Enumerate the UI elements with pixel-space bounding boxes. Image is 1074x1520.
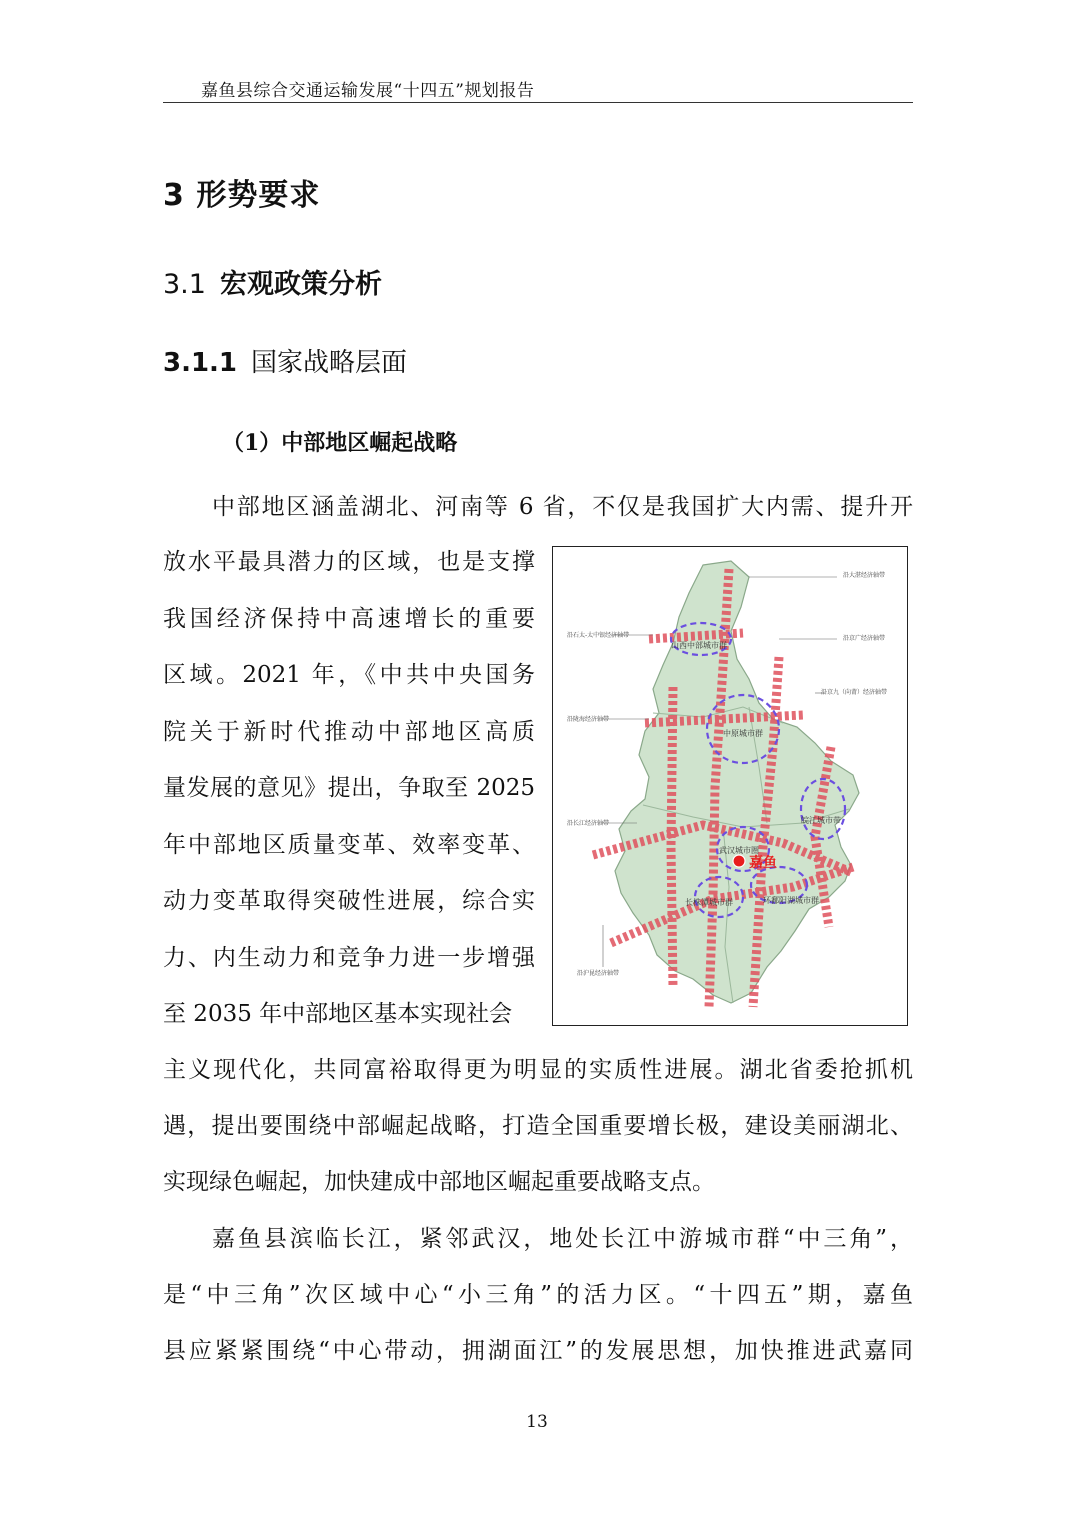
jiayu-marker [733, 855, 745, 867]
map-axis-label: 沿沪昆经济轴带 [577, 970, 620, 977]
paragraph-line: 区域。2021 年，《中共中央国务 [163, 662, 535, 688]
item-heading: （1）中部地区崛起战略 [222, 430, 458, 456]
central-region-map [553, 547, 907, 1025]
subsection-title: 宏观政策分析 [219, 269, 382, 300]
jiayu-label: 嘉鱼 [749, 855, 777, 871]
paragraph-line: 力、内生动力和竞争力进一步增强 [163, 945, 535, 971]
map-axis-label: 沿长江经济轴带 [567, 820, 610, 827]
subsection-number: 3.1 [163, 269, 206, 300]
central-region-map-figure [552, 546, 908, 1026]
page-header [163, 74, 913, 103]
map-axis-label: 沿大湛经济轴带 [843, 572, 886, 579]
map-axis-label: 沿陇海经济轴带 [567, 716, 610, 723]
map-axis-label: 沿石太-太中银经济轴带 [567, 632, 630, 639]
paragraph-line: 中部地区涵盖湖北、河南等 6 省，不仅是我国扩大内需、提升开 [212, 494, 913, 520]
map-axis-label: 沿京九（向莆）经济轴带 [821, 689, 888, 696]
paragraph-line: 是“中三角”次区域中心“小三角”的活力区。“十四五”期，嘉鱼 [163, 1282, 913, 1308]
map-cluster-label: 环鄱阳湖城市群 [763, 896, 819, 905]
section-title: 3 形势要求 [163, 178, 321, 213]
subsection-heading [163, 262, 382, 301]
subsubsection-title: 国家战略层面 [251, 348, 408, 378]
paragraph-line: 量发展的意见》提出，争取至 2025 [163, 775, 535, 801]
paragraph-line: 我国经济保持中高速增长的重要 [163, 606, 535, 632]
paragraph-line: 院关于新时代推动中部地区高质 [163, 719, 535, 745]
paragraph-line: 放水平最具潜力的区域，也是支撑 [163, 549, 535, 575]
paragraph-line: 嘉鱼县滨临长江，紧邻武汉，地处长江中游城市群“中三角”， [212, 1226, 913, 1252]
map-cluster-label: 武汉城市圈 [719, 846, 759, 855]
map-cluster-label: 中原城市群 [723, 729, 763, 738]
subsubsection-heading [163, 342, 407, 379]
paragraph-line: 至 2035 年中部地区基本实现社会 [163, 1001, 513, 1027]
page-number: 13 [526, 1412, 548, 1432]
header-title: 嘉鱼县综合交通运输发展“十四五”规划报告 [201, 81, 535, 101]
map-cluster-label: 皖江城市带 [801, 816, 841, 825]
map-cluster-label: 长株潭城市群 [685, 898, 733, 907]
paragraph-line: 遇，提出要围绕中部崛起战略，打造全国重要增长极，建设美丽湖北、 [163, 1113, 913, 1139]
subsubsection-number: 3.1.1 [163, 348, 238, 378]
paragraph-line: 县应紧紧围绕“中心带动，拥湖面江”的发展思想，加快推进武嘉同 [163, 1338, 913, 1364]
paragraph-line: 年中部地区质量变革、效率变革、 [163, 832, 535, 858]
paragraph-line: 实现绿色崛起，加快建成中部地区崛起重要战略支点。 [163, 1169, 715, 1195]
paragraph-line: 动力变革取得突破性进展，综合实 [163, 888, 535, 914]
map-axis-label: 沿京广经济轴带 [843, 635, 886, 642]
paragraph-line: 主义现代化，共同富裕取得更为明显的实质性进展。湖北省委抢抓机 [163, 1057, 913, 1083]
map-cluster-label: 山西中部城市群 [671, 641, 727, 650]
